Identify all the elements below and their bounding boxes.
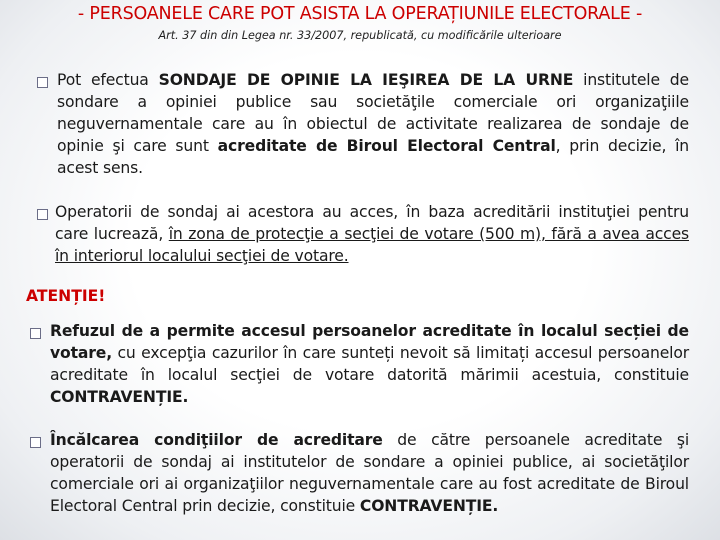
para3-text-1: cu excepţia cazurilor în care sunteți nevoit să limitați accesul persoanelor acreditate în localul secţiei de votare datorită mărimii acestuia, constituie (50, 344, 689, 384)
para2-text-1: Operatorii de sondaj ai acestora au acces, în baza acreditării instituţiei pentru care lucrează, (55, 203, 689, 243)
paragraph-exit-polls (57, 69, 689, 179)
paragraph-accreditation-breach (50, 429, 689, 517)
para2-underlined: în zona de protecţie a secţiei de votare (500 m), fără a avea acces în interiorul localului secţiei de votare. (55, 225, 689, 265)
para3-bold-1: Refuzul de a permite accesul persoanelor acreditate în localul secției de votare, (50, 322, 689, 362)
para4-bold-1: Încălcarea condiţiilor de acreditare (50, 431, 383, 449)
paragraph-refusal (50, 320, 689, 408)
legal-reference: Art. 37 din din Legea nr. 33/2007, republicată, cu modificările ulterioare (158, 29, 562, 42)
para4-text-1: de către persoanele acreditate şi operatorii de sondaj ai institutelor de sondare a opiniei publice, ai societăţilor comerciale ori ai organizaţiilor neguvernamentale care au fost acreditate de Biroul Electoral Central prin decizie, constituie (50, 431, 690, 515)
checkbox-bullet-icon (37, 77, 48, 88)
para1-text-1: Pot efectua (57, 71, 159, 89)
paragraph-operators-access (55, 201, 689, 267)
checkbox-bullet-icon (30, 328, 41, 339)
para1-bold-1: SONDAJE DE OPINIE LA IEŞIREA DE LA URNE (158, 71, 574, 89)
para1-bold-2: acreditate de Biroul Electoral Central (217, 137, 556, 155)
page-title: - PERSOANELE CARE POT ASISTA LA OPERAȚIUNILE ELECTORALE - (77, 4, 643, 24)
attention-label: ATENȚIE! (26, 287, 106, 305)
checkbox-bullet-icon (37, 209, 48, 220)
para3-bold-2: CONTRAVENȚIE. (50, 388, 189, 406)
para1-text-3: , prin decizie, în acest sens. (57, 137, 689, 177)
checkbox-bullet-icon (30, 437, 41, 448)
para4-bold-2: CONTRAVENȚIE. (359, 497, 499, 515)
para1-text-2: institutele de sondare a opiniei publice sau societăţile comerciale ori organizaţiile neguvernamentale care au în obiectul de activitate realizarea de sondaje de opinie şi care sunt (57, 71, 689, 155)
